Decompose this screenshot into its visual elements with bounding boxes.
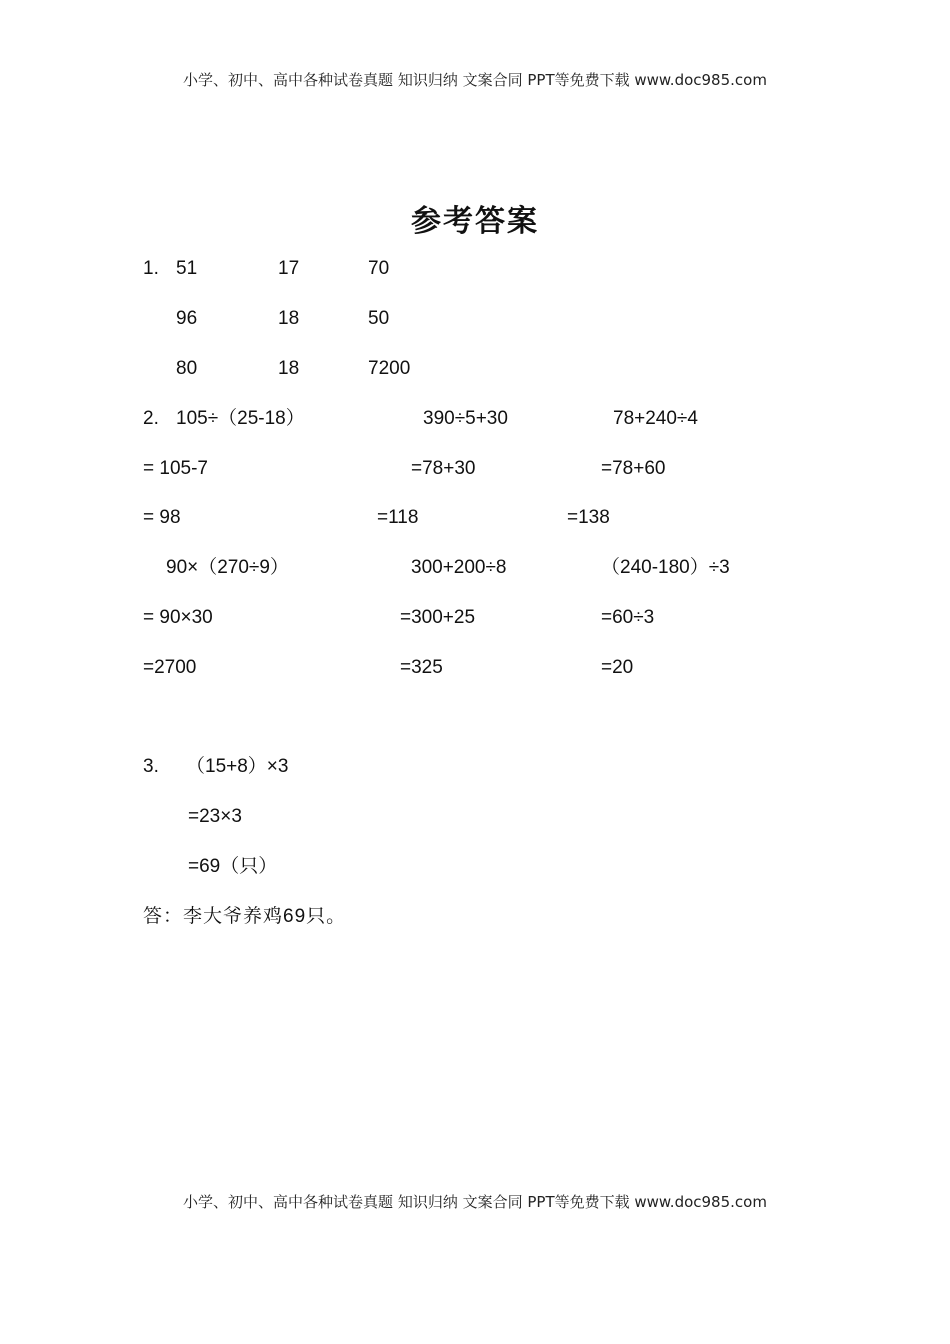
q1-answer: 96 bbox=[176, 308, 198, 329]
q2-step: =78+60 bbox=[601, 458, 666, 479]
q3-label: 3. bbox=[143, 756, 159, 777]
q1-answer: 50 bbox=[368, 308, 390, 329]
q2-expression: 78+240÷4 bbox=[613, 408, 698, 429]
q2-expression: 300+200÷8 bbox=[411, 557, 507, 578]
q2-expression: 390÷5+30 bbox=[423, 408, 508, 429]
q2-expression: （240-180）÷3 bbox=[601, 557, 730, 578]
q2-result: = 98 bbox=[143, 507, 181, 528]
q1-answer: 80 bbox=[176, 358, 198, 379]
q2-result: =118 bbox=[377, 507, 419, 528]
page-footer: 小学、初中、高中各种试卷真题 知识归纳 文案合同 PPT等免费下载 www.doc985.com bbox=[183, 1193, 767, 1211]
q2-expression: 90×（270÷9） bbox=[166, 557, 289, 578]
q2-result: =2700 bbox=[143, 657, 197, 678]
q3-expression: （15+8）×3 bbox=[186, 756, 289, 777]
q1-answer: 70 bbox=[368, 258, 390, 279]
q1-answer: 18 bbox=[278, 308, 300, 329]
q3-step: =23×3 bbox=[188, 806, 242, 827]
q2-label: 2. bbox=[143, 408, 159, 429]
q1-answer: 51 bbox=[176, 258, 198, 279]
page-header: 小学、初中、高中各种试卷真题 知识归纳 文案合同 PPT等免费下载 www.doc985.com bbox=[183, 71, 767, 89]
q2-result: =20 bbox=[601, 657, 634, 678]
q2-step: = 90×30 bbox=[143, 607, 213, 628]
q2-step: = 105-7 bbox=[143, 458, 208, 479]
q2-step: =300+25 bbox=[400, 607, 476, 628]
q2-step: =78+30 bbox=[411, 458, 476, 479]
q1-answer: 17 bbox=[278, 258, 300, 279]
q3-result: =69（只） bbox=[188, 856, 278, 877]
q1-label: 1. bbox=[143, 258, 159, 279]
page-title: 参考答案 bbox=[411, 204, 539, 239]
q2-step: =60÷3 bbox=[601, 607, 655, 628]
q2-result: =325 bbox=[400, 657, 443, 678]
q1-answer: 7200 bbox=[368, 358, 411, 379]
q2-result: =138 bbox=[567, 507, 610, 528]
q1-answer: 18 bbox=[278, 358, 300, 379]
q2-expression: 105÷（25-18） bbox=[176, 408, 305, 429]
q3-answer-sentence: 答：李大爷养鸡69只。 bbox=[143, 906, 347, 927]
